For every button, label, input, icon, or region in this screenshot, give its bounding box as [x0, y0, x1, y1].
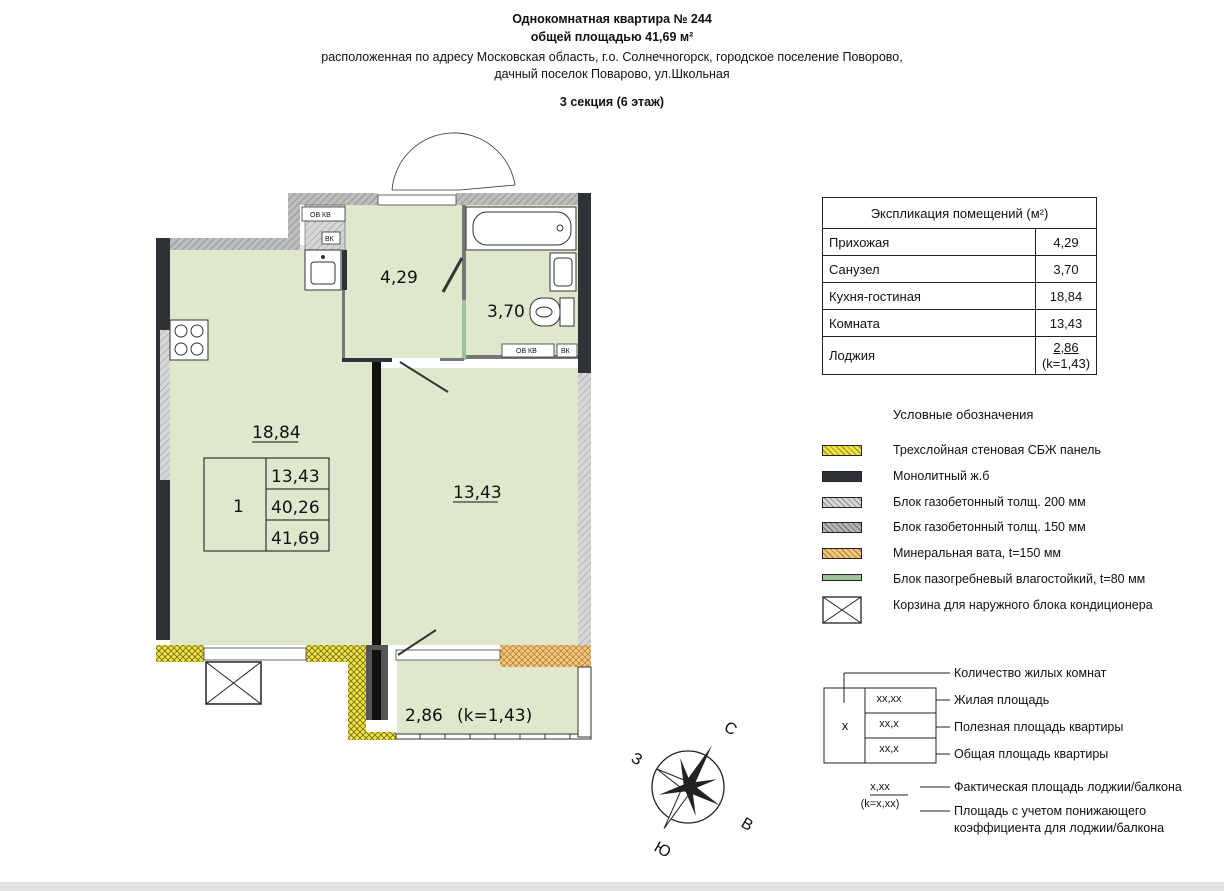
entry-door-swing — [392, 133, 515, 190]
wall-sbzh-panel — [348, 660, 366, 738]
legend-swatch-mineral-wool — [822, 548, 862, 559]
legend-item: Блок газобетонный толщ. 150 мм — [893, 520, 1086, 534]
useful-area-value: 40,26 — [271, 498, 320, 518]
room-name: Лоджия — [823, 337, 1036, 375]
kitchen-stove-icon — [170, 320, 208, 360]
hallway-area-label: 4,29 — [380, 268, 418, 288]
key-label-loggia-actual: Фактическая площадь лоджии/балкона — [954, 780, 1182, 794]
table-row — [823, 256, 1097, 283]
living-area-value: 13,43 — [271, 467, 320, 487]
wall-partition — [440, 358, 464, 361]
total-area-value: 41,69 — [271, 529, 320, 549]
kitchen-sink-icon — [305, 250, 341, 290]
key-x: х — [841, 718, 849, 733]
address-line: расположенная по адресу Московская область, г.о. Солнечногорск, городское поселение Поворово, — [321, 50, 903, 64]
legend-title: Условные обозначения — [893, 407, 1034, 422]
room-name: Комната — [823, 310, 1036, 337]
wall-gasblock — [578, 373, 591, 653]
wall-gasblock — [160, 330, 170, 480]
door-opening — [396, 650, 500, 660]
wall-monolith — [342, 250, 347, 290]
room-area-label: 13,43 — [453, 483, 502, 503]
wall-gasblock — [288, 193, 378, 205]
wall-mineral-wool — [500, 645, 591, 667]
legend-item: Блок пазогребневый влагостойкий, t=80 мм — [893, 572, 1146, 586]
room-name: Санузел — [823, 256, 1036, 283]
room-name: Прихожая — [823, 229, 1036, 256]
compass-north: С — [721, 718, 740, 740]
loggia-coef-value: (k=1,43) — [1041, 355, 1091, 371]
ov-kv-label: ОВ КВ — [516, 348, 537, 355]
compass-rose-icon — [633, 727, 743, 846]
key-label-rooms: Количество жилых комнат — [954, 666, 1107, 680]
table-row — [823, 337, 1097, 375]
key-loggia: х,хх — [870, 781, 890, 793]
wall-monolith — [578, 193, 591, 373]
wall-partition — [462, 205, 466, 300]
legend-swatch-sbzh — [822, 445, 862, 456]
page-title: Однокомнатная квартира № 244 — [512, 12, 712, 26]
compass-east: В — [738, 814, 756, 835]
bedroom — [381, 368, 578, 645]
wall-monolith — [372, 362, 381, 647]
table-row — [823, 310, 1097, 337]
legend-item: Минеральная вата, t=150 мм — [893, 546, 1062, 560]
room-area — [1036, 337, 1097, 375]
vk-label: ВК — [561, 348, 570, 355]
bottom-strip — [0, 882, 1224, 891]
table-row — [823, 229, 1097, 256]
explication-table — [822, 197, 1097, 375]
legend-swatch-tongue-groove — [822, 574, 862, 581]
wall-gasblock — [456, 193, 581, 205]
compass-south: Ю — [651, 838, 674, 862]
key-useful: хх,х — [879, 718, 899, 730]
loggia-parapet — [396, 734, 591, 739]
ac-basket-icon — [206, 662, 261, 704]
key-loggia-coef: (k=х,хх) — [860, 798, 900, 810]
room-area: 3,70 — [1036, 256, 1097, 283]
section-label: 3 секция (6 этаж) — [559, 95, 665, 109]
wall-partition — [342, 358, 392, 362]
wall-sbzh-panel — [306, 645, 366, 662]
key-label-living: Жилая площадь — [954, 693, 1050, 707]
vk-label: ВК — [325, 236, 334, 243]
room-name: Кухня-гостиная — [823, 283, 1036, 310]
legend-swatch-gasblock-150 — [822, 522, 862, 533]
key-living: хх,хх — [876, 693, 902, 705]
page-subtitle: общей площадью 41,69 м² — [530, 30, 694, 44]
key-total: хх,х — [879, 743, 899, 755]
room-area: 4,29 — [1036, 229, 1097, 256]
bathroom-area-label: 3,70 — [487, 302, 525, 322]
wall-monolith — [372, 650, 381, 720]
wall-sbzh-panel — [348, 732, 396, 740]
legend-swatch-monolith — [822, 471, 862, 482]
loggia-coef-label: (k=1,43) — [457, 706, 533, 726]
legend-item: Монолитный ж.б — [893, 469, 990, 483]
legend-swatch-ac-basket-icon — [822, 596, 862, 624]
room-area: 13,43 — [1036, 310, 1097, 337]
loggia-area-value: 2,86 — [1053, 339, 1079, 355]
rooms-count: 1 — [233, 497, 244, 517]
room-area: 18,84 — [1036, 283, 1097, 310]
legend-item: Трехслойная стеновая СБЖ панель — [893, 443, 1101, 457]
wall-partition — [462, 300, 466, 360]
key-label-loggia-coef: Площадь с учетом понижающего — [954, 804, 1147, 818]
explication-header: Экспликация помещений (м²) — [823, 198, 1097, 229]
legend-item: Корзина для наружного блока кондиционера — [893, 598, 1153, 612]
loggia-area-label: 2,86 — [405, 706, 443, 726]
legend-swatch-gasblock-200 — [822, 497, 862, 508]
key-label-total: Общая площадь квартиры — [954, 747, 1109, 761]
table-row — [823, 283, 1097, 310]
legend-item: Блок газобетонный толщ. 200 мм — [893, 495, 1086, 509]
wall-partition — [342, 290, 345, 358]
key-label-loggia-coef: коэффициента для лоджии/балкона — [954, 821, 1165, 835]
loggia-glazing — [578, 667, 591, 737]
wall-gasblock — [160, 238, 300, 250]
washbasin-icon — [550, 253, 576, 291]
compass-west: З — [628, 749, 645, 770]
toilet-icon — [530, 298, 574, 326]
window-sill — [204, 648, 306, 660]
bathtub-icon — [466, 207, 576, 250]
address-line: дачный поселок Поварово, ул.Школьная — [494, 67, 730, 81]
wall-sbzh-panel — [156, 645, 204, 662]
ov-kv-label: ОВ КВ — [310, 212, 331, 219]
key-label-useful: Полезная площадь квартиры — [954, 720, 1124, 734]
kitchen-area-label: 18,84 — [252, 423, 301, 443]
door-frame — [378, 195, 456, 205]
